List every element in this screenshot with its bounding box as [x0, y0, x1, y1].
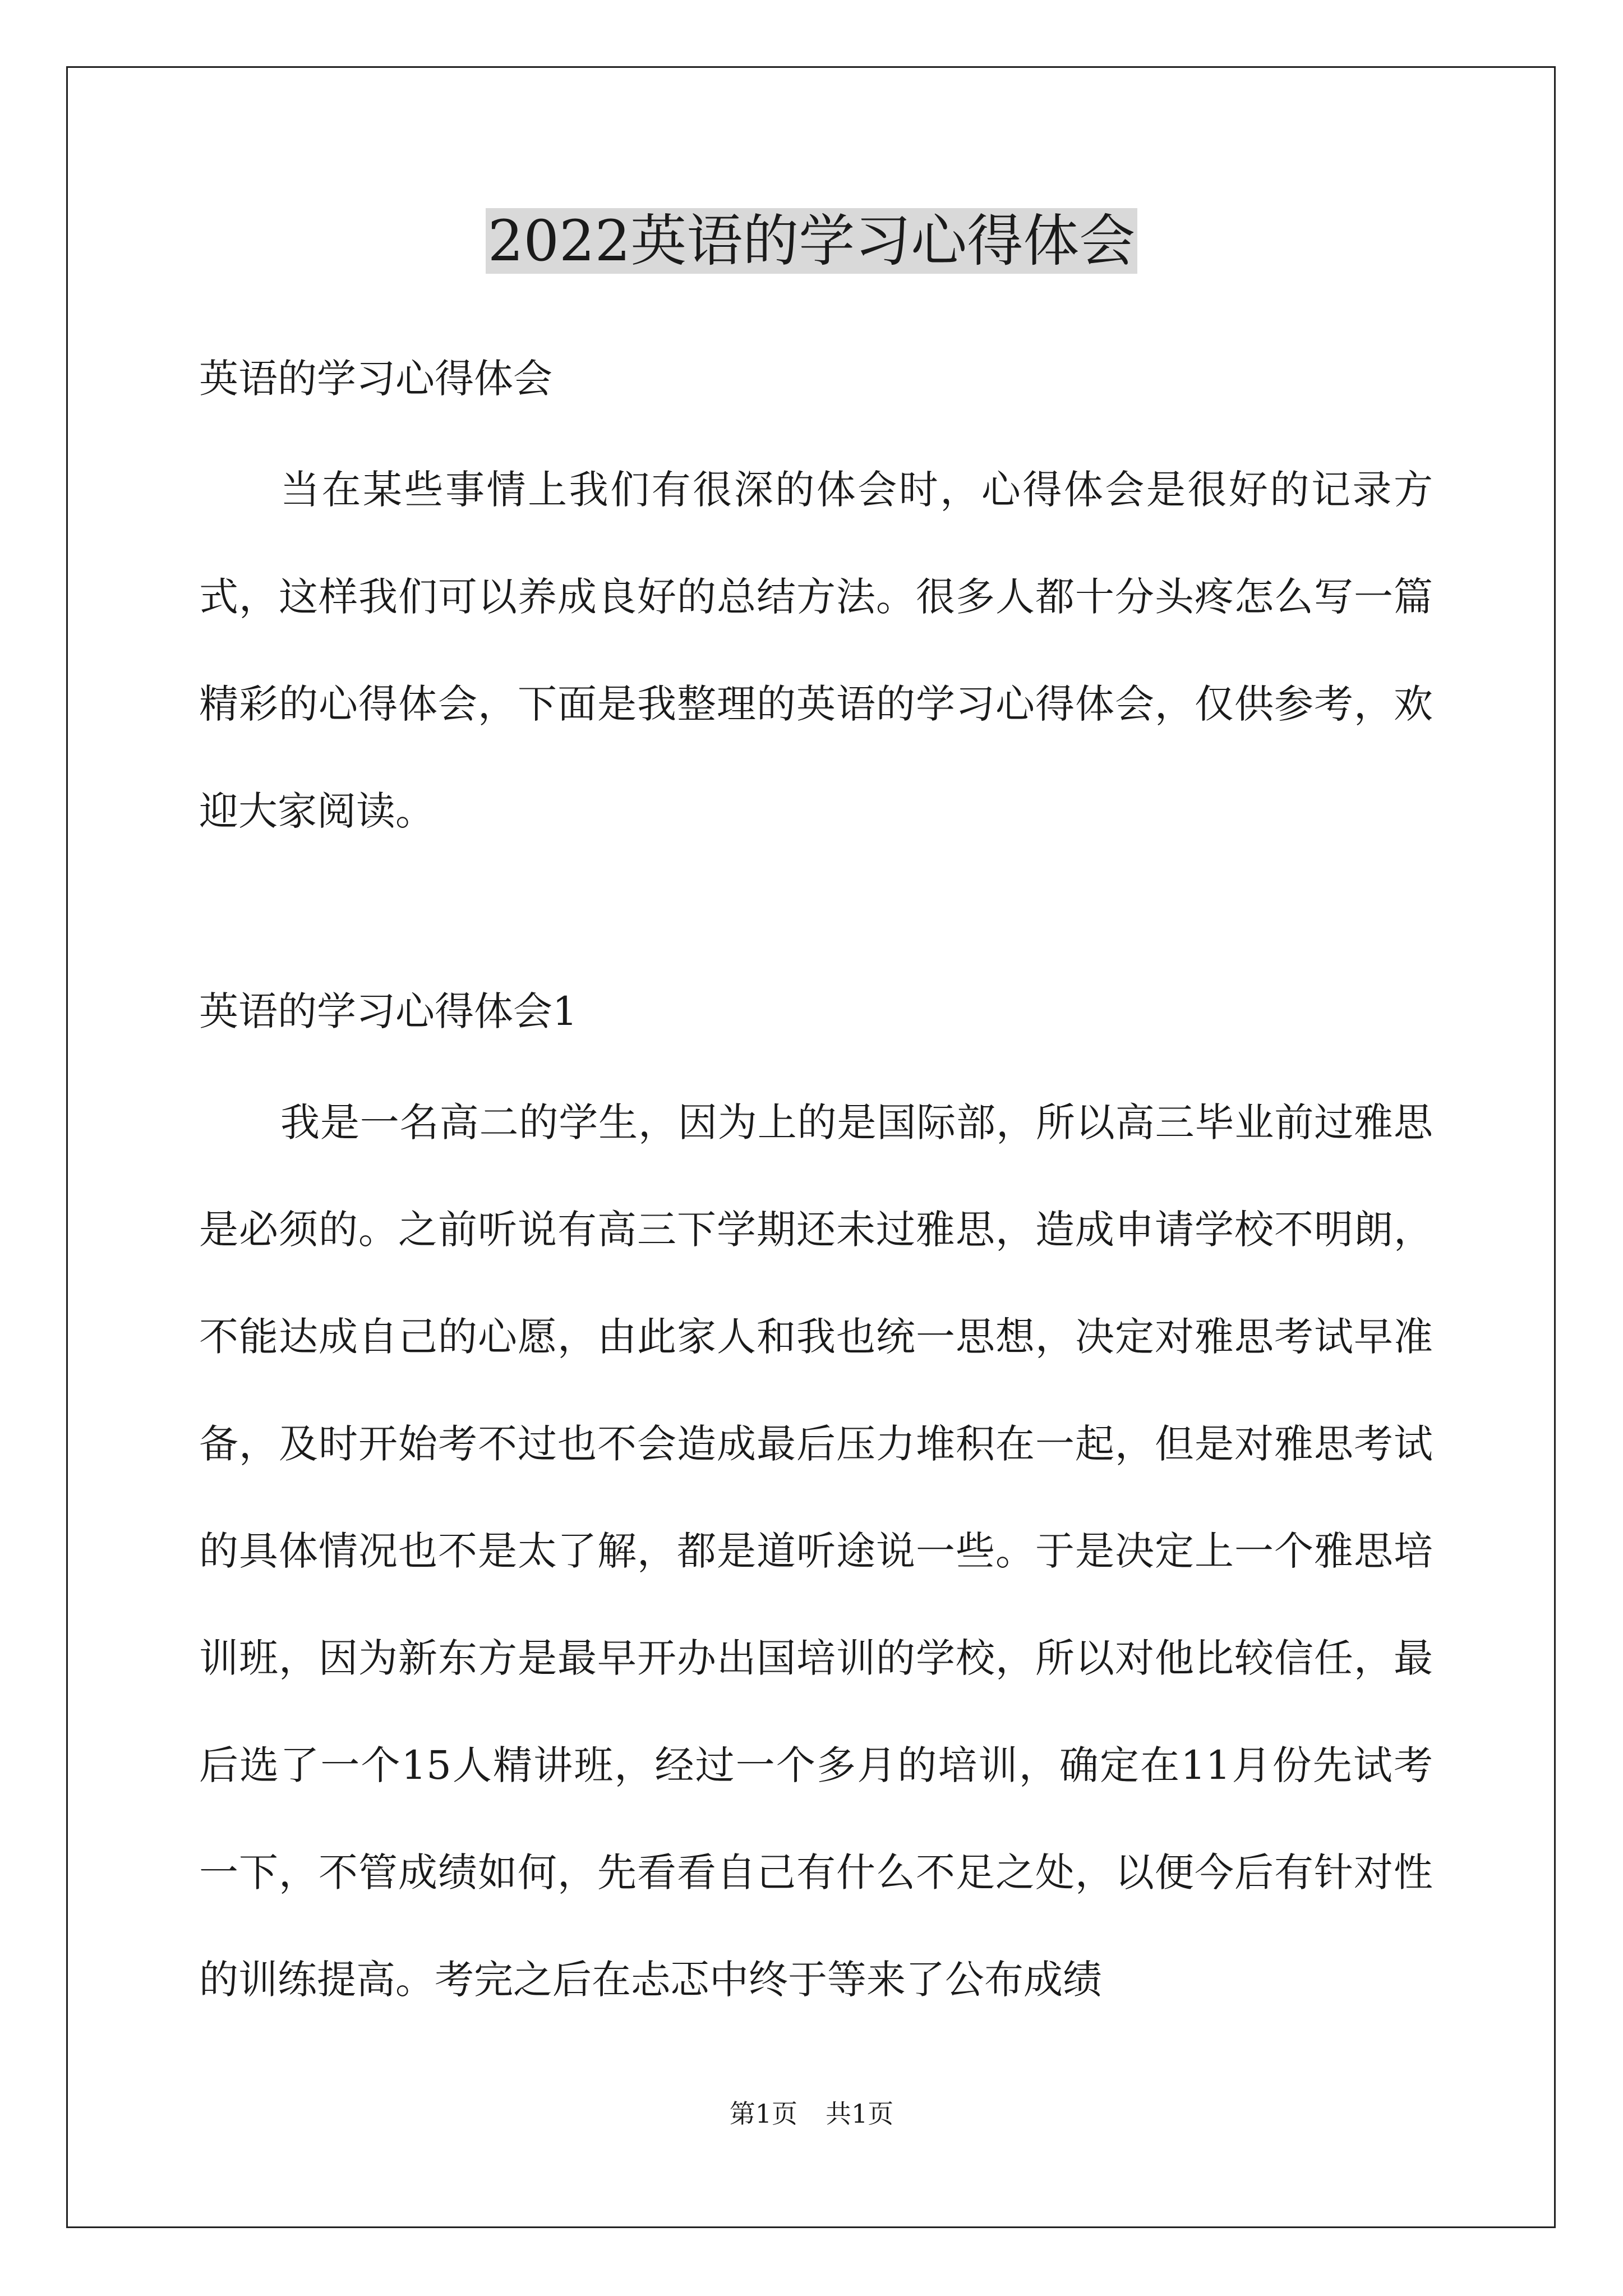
document-title	[0, 202, 1623, 280]
section1-heading: 英语的学习心得体会1	[199, 988, 578, 1034]
section1-paragraph: 我是一名高二的学生，因为上的是国际部，所以高三毕业前过雅思是必须的。之前听说有高三下学期还未过雅思，造成申请学校不明朗，不能达成自己的心愿，由此家人和我也统一思想，决定对雅思考试早准备，及时开始考不过也不会造成最后压力堆积在一起，但是对雅思考试的具体情况也不是太了解，都是道听途说一些。于是决定上一个雅思培训班，因为新东方是最早开办出国培训的学校，所以对他比较信任，最后选了一个15人精讲班，经过一个多月的培训，确定在11月份先试考一下，不管成绩如何，先看看自己有什么不足之处，以便今后有针对性的训练提高。考完之后在忐忑中终于等来了公布成绩	[199, 1099, 1433, 2003]
document-title-text: 2022英语的学习心得体会	[486, 208, 1138, 274]
section1-heading-block	[199, 983, 1433, 1039]
intro-paragraph-block	[199, 436, 1433, 865]
intro-paragraph: 当在某些事情上我们有很深的体会时，心得体会是很好的记录方式，这样我们可以养成良好的总结方法。很多人都十分头疼怎么写一篇精彩的心得体会，下面是我整理的英语的学习心得体会，仅供参考，欢迎大家阅读。	[199, 467, 1433, 834]
intro-heading: 英语的学习心得体会	[199, 356, 552, 402]
intro-heading-block	[199, 351, 1433, 407]
page-total: 共1页	[826, 2099, 894, 2129]
page-footer	[0, 2097, 1623, 2131]
section1-paragraph-block	[199, 1069, 1433, 2033]
page-number: 第1页	[729, 2099, 797, 2129]
